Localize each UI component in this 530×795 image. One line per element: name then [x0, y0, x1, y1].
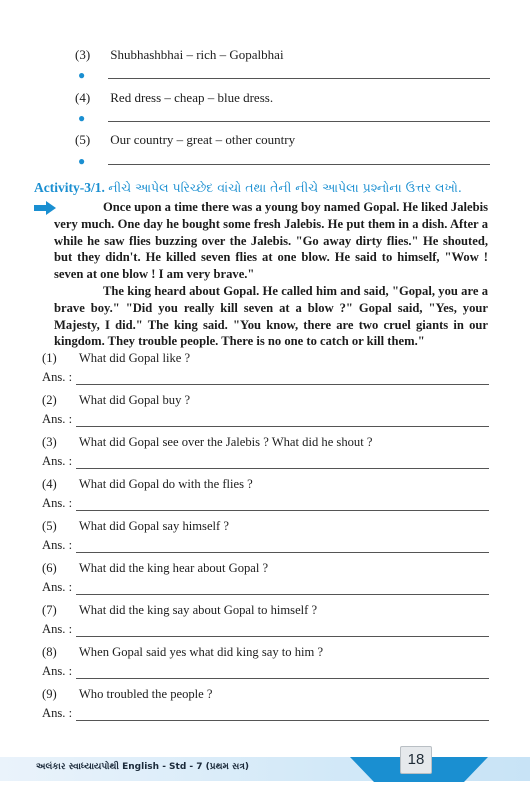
comparison-text: Red dress – cheap – blue dress.: [110, 90, 274, 105]
question-text: What did Gopal like ?: [78, 351, 191, 365]
question-item: [42, 393, 190, 408]
arrow-right-icon: [34, 201, 56, 215]
answer-label: Ans. :: [42, 370, 73, 384]
blank-line: [108, 78, 490, 79]
answer-label: Ans. :: [42, 622, 73, 636]
question-number: (7): [42, 603, 57, 617]
answer-line: [76, 468, 489, 469]
page-number: 18: [400, 746, 432, 774]
question-number: (3): [42, 435, 57, 449]
answer-line: [76, 636, 489, 637]
question-text: What did the king hear about Gopal ?: [78, 561, 269, 575]
answer-field[interactable]: [42, 538, 489, 554]
blank-line: [108, 164, 490, 165]
answer-label: Ans. :: [42, 496, 73, 510]
item-number: (4): [75, 90, 91, 105]
footer-book-title: અલંકાર સ્વાધ્યાયપોથી English - Std - 7 (પ્રથમ સત્ર): [36, 762, 249, 772]
answer-field[interactable]: [42, 454, 489, 470]
answer-blank[interactable]: [78, 112, 490, 124]
answer-field[interactable]: [42, 706, 489, 722]
question-item: [42, 477, 253, 492]
question-number: (6): [42, 561, 57, 575]
answer-line: [76, 384, 489, 385]
question-item: [42, 561, 268, 576]
blank-line: [108, 121, 490, 122]
bullet-icon: ●: [78, 111, 86, 125]
answer-label: Ans. :: [42, 580, 73, 594]
answer-field[interactable]: [42, 370, 489, 386]
question-item: [42, 435, 372, 450]
question-number: (5): [42, 519, 57, 533]
question-number: (8): [42, 645, 57, 659]
question-number: (2): [42, 393, 57, 407]
activity-heading: [34, 180, 462, 196]
question-text: What did Gopal buy ?: [78, 393, 191, 407]
answer-field[interactable]: [42, 622, 489, 638]
question-item: [42, 351, 190, 366]
question-item: [42, 603, 317, 618]
answer-field[interactable]: [42, 664, 489, 680]
item-number: (3): [75, 47, 91, 62]
answer-line: [76, 426, 489, 427]
answer-line: [76, 510, 489, 511]
answer-line: [76, 552, 489, 553]
answer-field[interactable]: [42, 580, 489, 596]
passage-paragraph: The king heard about Gopal. He called him and said, "Gopal, you are a brave boy." "Did you really kill seven at a blow ?" Gopal said, "Yes, your Majesty, I did." The king said. "You know, there are two cruel giants in our kingdom. They trouble people. There is no one to catch or kill them.": [54, 283, 488, 349]
question-item: [42, 687, 213, 702]
answer-label: Ans. :: [42, 454, 73, 468]
answer-field[interactable]: [42, 412, 489, 428]
question-number: (9): [42, 687, 57, 701]
question-number: (4): [42, 477, 57, 491]
item-number: (5): [75, 132, 91, 147]
comparison-item: [75, 47, 284, 63]
answer-label: Ans. :: [42, 664, 73, 678]
question-text: What did Gopal see over the Jalebis ? What did he shout ?: [78, 435, 373, 449]
answer-label: Ans. :: [42, 538, 73, 552]
question-text: What did Gopal say himself ?: [78, 519, 229, 533]
question-number: (1): [42, 351, 57, 365]
question-text: Who troubled the people ?: [78, 687, 213, 701]
answer-line: [76, 720, 489, 721]
bullet-icon: ●: [78, 154, 86, 168]
answer-blank[interactable]: [78, 69, 490, 81]
question-text: When Gopal said yes what did king say to him ?: [78, 645, 324, 659]
question-text: What did the king say about Gopal to himself ?: [78, 603, 318, 617]
activity-instruction: નીચે આપેલ પરિચ્છેદ વાંચો તથા તેની નીચે આપેલા પ્રશ્નોના ઉત્તર લખો.: [108, 180, 462, 195]
answer-line: [76, 594, 489, 595]
answer-line: [76, 678, 489, 679]
activity-label: Activity-3/1.: [34, 180, 105, 195]
passage-paragraph: Once upon a time there was a young boy named Gopal. He liked Jalebis very much. One day he bought some fresh Jalebis. He put them in a dish. After a while he saw flies buzzing over the Jalebis. "Go away dirty flies." He shouted, but they didn't. He killed seven flies at one blow. He said to himself, "Wow ! seven at one blow ! I am very brave.": [54, 200, 488, 282]
answer-label: Ans. :: [42, 412, 73, 426]
bullet-icon: ●: [78, 68, 86, 82]
comparison-text: Our country – great – other country: [110, 132, 296, 147]
answer-field[interactable]: [42, 496, 489, 512]
question-text: What did Gopal do with the flies ?: [78, 477, 253, 491]
comparison-item: [75, 132, 295, 148]
answer-label: Ans. :: [42, 706, 73, 720]
reading-passage: [54, 199, 488, 350]
comparison-item: [75, 90, 273, 106]
comparison-text: Shubhashbhai – rich – Gopalbhai: [110, 47, 284, 62]
question-item: [42, 519, 229, 534]
question-item: [42, 645, 323, 660]
answer-blank[interactable]: [78, 155, 490, 167]
